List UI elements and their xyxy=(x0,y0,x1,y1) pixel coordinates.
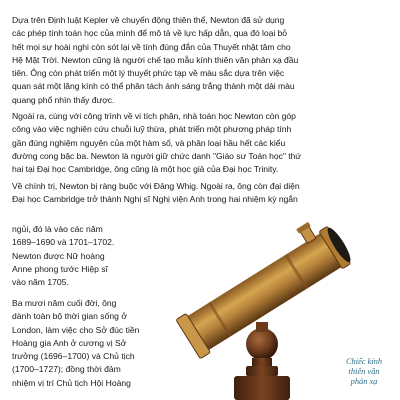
mount-ball xyxy=(246,328,278,360)
text-line: tiên. Ông còn phát triển một lý thuyết phức tạp về màu sắc dựa trên việc xyxy=(12,68,285,79)
paragraph-calculus xyxy=(12,110,394,176)
text-line: 1689–1690 và 1701–1702. xyxy=(12,237,115,248)
caption-line: Chiếc kính xyxy=(345,357,383,366)
text-line: Dựa trên Định luật Kepler về chuyển động thiên thể, Newton đã sử dụng xyxy=(12,15,285,25)
paragraph-kepler xyxy=(12,14,394,107)
text-line: ngủi, đó là vào các năm xyxy=(12,224,103,234)
text-line: Đại học Cambridge trở thành Nghị sĩ Nghị viện Anh trong hai nhiệm kỳ ngắn xyxy=(12,193,298,204)
wooden-stand xyxy=(246,366,278,376)
text-line: quang phổ nhìn thấy được. xyxy=(12,94,115,105)
text-line: Newton được Nữ hoàng xyxy=(12,250,105,261)
text-line: Về chính trị, Newton bị ràng buộc với Đảng Whig. Ngoài ra, ông còn đại diện xyxy=(12,180,300,191)
text-line: nhiệm vị trí Chủ tịch Hội Hoàng xyxy=(12,377,131,388)
text-line: Hệ Mặt Trời. Newton cũng là người chế tạo mẫu kính thiên văn phản xạ đầu xyxy=(12,54,299,65)
text-line: Ngoài ra, cùng với công trình về vi tích phân, nhà toán học Newton còn góp xyxy=(12,111,296,122)
text-line: hai tại Đại học Cambridge, ông cũng là một học giả của Đại học Trinity. xyxy=(12,164,279,175)
text-line: Anne phong tước Hiệp sĩ xyxy=(12,263,108,274)
caption-line: phản xạ xyxy=(350,377,378,386)
text-line: dành toàn bộ thời gian sống ở xyxy=(12,311,127,322)
text-line: Hoàng gia Anh ở cương vị Sở xyxy=(12,337,127,348)
caption-line: thiên văn xyxy=(348,367,380,376)
text-line: gần đúng nghiệm nguyên của một hàm số, và phân loại hầu hết các kiểu xyxy=(12,137,286,148)
figure-caption xyxy=(331,357,397,387)
paragraph-politics-continued xyxy=(12,223,162,289)
text-column-wide xyxy=(12,14,394,209)
text-line: hết mọi sự hoài nghi còn sót lại về tính đúng đắn của Thuyết nhật tâm cho xyxy=(12,41,291,52)
text-line: công vào việc nghiên cứu chuỗi luỹ thừa, phát triển một phương pháp tính xyxy=(12,124,292,135)
paragraph-politics xyxy=(12,180,394,207)
text-line: các phép tính toán học của mình để mô tả về lực hấp dẫn, qua đó loại bỏ xyxy=(12,28,288,39)
text-line: vào năm 1705. xyxy=(12,277,69,288)
text-line: trưởng (1696–1700) và Chủ tịch xyxy=(12,351,135,362)
text-line: quan sát một lăng kính có thể phân tách ánh sáng trắng thành một dải màu xyxy=(12,81,295,92)
text-line: London, làm việc cho Sở đúc tiền xyxy=(12,324,140,335)
text-line: (1700–1727); đồng thời đảm xyxy=(12,364,121,375)
text-line: Ba mươi năm cuối đời, ông xyxy=(12,298,117,308)
paragraph-london xyxy=(12,297,142,390)
text-line: đường cong bậc ba. Newton là người giữ chức danh "Giáo sư Toán học" thứ xyxy=(12,150,301,161)
